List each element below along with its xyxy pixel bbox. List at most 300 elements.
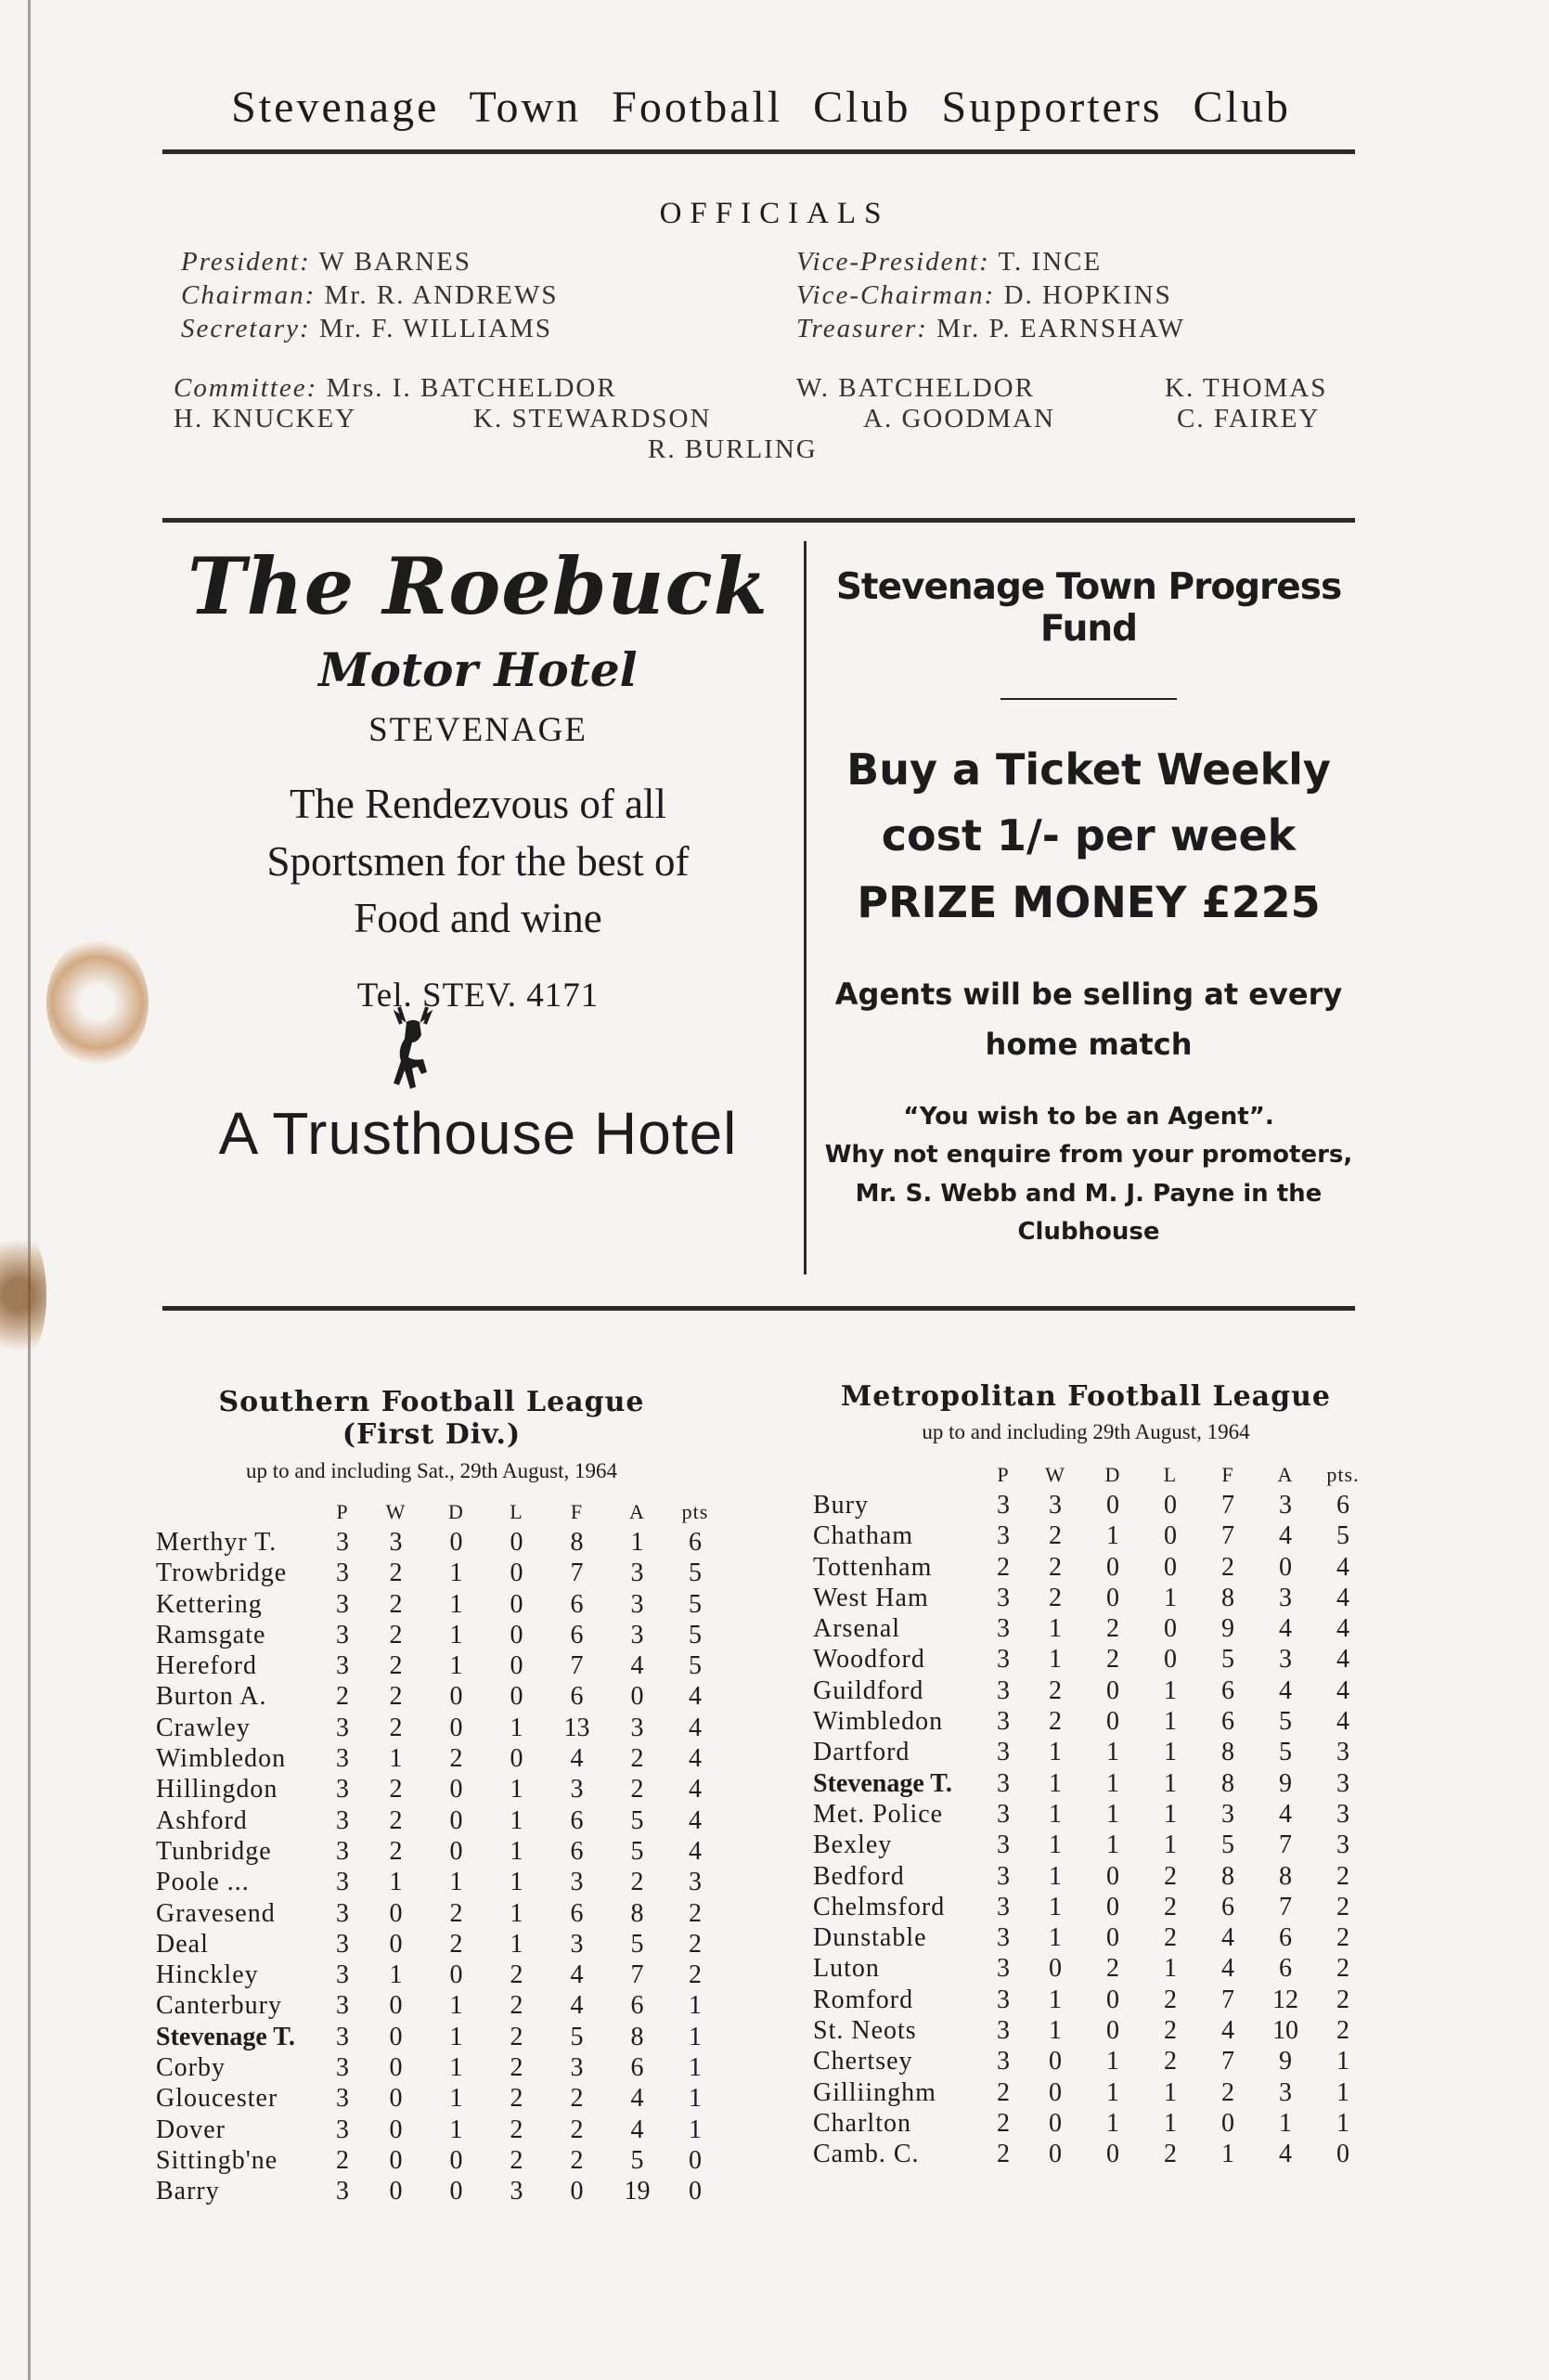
stat-cell: 3 [510, 2177, 523, 2206]
table-row [813, 2077, 1372, 2108]
stat-cell: 3 [1221, 1799, 1234, 1829]
team-name: Bedford [813, 1861, 905, 1891]
column-header: W [1045, 1462, 1065, 1486]
stat-cell: 2 [630, 1775, 644, 1804]
stat-cell: 6 [570, 1620, 584, 1649]
stat-cell: 1 [1049, 1861, 1062, 1891]
table-row [156, 2022, 723, 2052]
table-row [813, 1645, 1372, 1675]
stat-cell: 0 [1106, 1583, 1119, 1612]
stat-cell: 0 [510, 1744, 523, 1774]
stat-cell: 3 [1336, 1830, 1349, 1860]
team-name: Charlton [813, 2108, 911, 2138]
team-name: Chertsey [813, 2047, 913, 2076]
stat-cell: 1 [449, 1589, 463, 1619]
stat-cell: 1 [1164, 1583, 1177, 1612]
table-row [156, 1527, 723, 1558]
stat-cell: 3 [336, 2115, 349, 2144]
stat-cell: 6 [1336, 1490, 1349, 1520]
header-rule [162, 149, 1355, 154]
stat-cell: 2 [389, 1589, 403, 1619]
team-name: Gravesend [156, 1898, 276, 1928]
stat-cell: 0 [389, 1991, 403, 2021]
roebuck-advert [181, 540, 775, 1168]
table-header-row [813, 1459, 1372, 1490]
metropolitan-league-table [813, 1459, 1372, 2170]
metropolitan-league-title: Metropolitan Football League [841, 1380, 1331, 1413]
stat-cell: 0 [1164, 1521, 1177, 1551]
official-vice-president: Vice-President: T. INCE [796, 247, 1103, 277]
stat-cell: 4 [1336, 1614, 1349, 1644]
stat-cell: 2 [1049, 1521, 1062, 1551]
table-row [813, 1583, 1372, 1613]
stat-cell: 5 [1336, 1521, 1349, 1551]
stat-cell: 2 [1336, 2015, 1349, 2045]
stat-cell: 0 [449, 1527, 463, 1557]
stat-cell: 1 [449, 1991, 463, 2021]
stat-cell: 8 [570, 1527, 584, 1557]
stat-cell: 3 [997, 1985, 1010, 2014]
team-name: Burton A. [156, 1682, 267, 1712]
stat-cell: 0 [1164, 1552, 1177, 1582]
stat-cell: 1 [449, 1620, 463, 1649]
stat-cell: 3 [997, 1738, 1010, 1767]
stat-cell: 1 [510, 1929, 523, 1959]
stat-cell: 4 [1221, 1954, 1234, 1984]
stat-cell: 4 [570, 1991, 584, 2021]
stat-cell: 4 [689, 1805, 702, 1835]
stat-cell: 3 [1279, 1490, 1292, 1520]
stat-cell: 1 [1049, 1768, 1062, 1798]
stat-cell: 2 [510, 2022, 523, 2051]
stat-cell: 0 [1164, 1614, 1177, 1644]
stat-cell: 8 [1279, 1861, 1292, 1891]
stag-icon [381, 1002, 445, 1104]
stat-cell: 2 [389, 1805, 403, 1835]
stat-cell: 7 [1221, 1985, 1234, 2014]
stat-cell: 2 [689, 1898, 702, 1928]
stat-cell: 7 [1221, 1490, 1234, 1520]
team-name: Gloucester [156, 2084, 278, 2114]
progress-fund-advert [806, 566, 1372, 1252]
stat-cell: 3 [997, 2047, 1010, 2076]
stat-cell: 2 [336, 1682, 349, 1712]
stat-cell: 0 [389, 2177, 403, 2206]
stat-cell: 1 [1049, 1923, 1062, 1953]
officials-heading: OFFICIALS [659, 197, 890, 230]
stat-cell: 4 [689, 1682, 702, 1712]
stat-cell: 2 [570, 2115, 584, 2144]
stat-cell: 0 [1106, 1707, 1119, 1737]
fund-title: Stevenage Town Progress Fund [835, 566, 1342, 650]
stat-cell: 1 [1164, 2077, 1177, 2107]
stat-cell: 1 [1106, 1830, 1119, 1860]
stat-cell: 1 [1106, 1799, 1119, 1829]
team-name: Poole ... [156, 1868, 250, 1897]
team-name: West Ham [813, 1583, 929, 1612]
stat-cell: 2 [510, 2115, 523, 2144]
stat-cell: 1 [389, 1868, 403, 1897]
official-treasurer: Treasurer: Mr. P. EARNSHAW [796, 314, 1185, 343]
stat-cell: 0 [1049, 1954, 1062, 1984]
stat-cell: 0 [1106, 1892, 1119, 1921]
stat-cell: 2 [389, 1713, 403, 1742]
stat-cell: 2 [389, 1682, 403, 1712]
stat-cell: 3 [336, 1868, 349, 1897]
stat-cell: 0 [510, 1682, 523, 1712]
stat-cell: 0 [1106, 1985, 1119, 2014]
stat-cell: 2 [1164, 2047, 1177, 2076]
stat-cell: 5 [689, 1651, 702, 1681]
stat-cell: 2 [1221, 1552, 1234, 1582]
stat-cell: 3 [336, 2177, 349, 2206]
stat-cell: 3 [997, 1923, 1010, 1953]
team-name: Trowbridge [156, 1559, 288, 1588]
stat-cell: 3 [630, 1559, 644, 1588]
stat-cell: 3 [336, 1775, 349, 1804]
stat-cell: 12 [1272, 1985, 1298, 2014]
stat-cell: 3 [336, 1991, 349, 2021]
stat-cell: 0 [510, 1559, 523, 1588]
stat-cell: 3 [336, 1527, 349, 1557]
stat-cell: 3 [336, 2022, 349, 2051]
stat-cell: 1 [510, 1713, 523, 1742]
stat-cell: 1 [389, 1744, 403, 1774]
stat-cell: 0 [689, 2145, 702, 2175]
column-header [813, 1459, 980, 1490]
stat-cell: 3 [336, 1620, 349, 1649]
stat-cell: 1 [1164, 1768, 1177, 1798]
stat-cell: 0 [510, 1651, 523, 1681]
stat-cell: 3 [570, 1775, 584, 1804]
table-row [813, 1830, 1372, 1861]
stat-cell: 2 [389, 1651, 403, 1681]
stat-cell: 4 [1336, 1675, 1349, 1705]
table-row [813, 1706, 1372, 1737]
stat-cell: 7 [630, 1960, 644, 1990]
stat-cell: 2 [1336, 1954, 1349, 1984]
stat-cell: 3 [336, 2052, 349, 2082]
stat-cell: 0 [389, 1929, 403, 1959]
stat-cell: 2 [1049, 1675, 1062, 1705]
stat-cell: 4 [630, 2084, 644, 2114]
roebuck-town: STEVENAGE [368, 711, 587, 749]
stat-cell: 5 [689, 1559, 702, 1588]
stat-cell: 1 [1164, 1675, 1177, 1705]
committee-member: K. STEWARDSON [473, 404, 712, 433]
table-row [156, 1650, 723, 1681]
stat-cell: 1 [1164, 1738, 1177, 1767]
stat-cell: 2 [1164, 2140, 1177, 2169]
stat-cell: 1 [1049, 1985, 1062, 2014]
stat-cell: 3 [1279, 2077, 1292, 2107]
stat-cell: 2 [510, 2084, 523, 2114]
committee-member: A. GOODMAN [863, 404, 1055, 433]
stat-cell: 0 [1279, 1552, 1292, 1582]
stat-cell: 4 [570, 1744, 584, 1774]
table-row [813, 1738, 1372, 1768]
stat-cell: 1 [1164, 1707, 1177, 1737]
stat-cell: 3 [997, 1490, 1010, 1520]
stat-cell: 3 [1336, 1799, 1349, 1829]
table-row [156, 2084, 723, 2115]
stat-cell: 2 [630, 1868, 644, 1897]
table-row [813, 1922, 1372, 1953]
stat-cell: 4 [689, 1836, 702, 1866]
stat-cell: 3 [997, 1768, 1010, 1798]
page-title: Stevenage Town Football Club Supporters Club [231, 83, 1291, 132]
paper-stain [0, 1225, 46, 1365]
stat-cell: 7 [1279, 1892, 1292, 1921]
team-name: Kettering [156, 1589, 263, 1619]
stat-cell: 0 [389, 1898, 403, 1928]
table-row [156, 1559, 723, 1589]
stat-cell: 1 [630, 1527, 644, 1557]
stat-cell: 3 [630, 1620, 644, 1649]
stat-cell: 9 [1221, 1614, 1234, 1644]
team-name: Tottenham [813, 1552, 933, 1582]
table-row [156, 1836, 723, 1867]
stat-cell: 1 [1049, 2015, 1062, 2045]
stat-cell: 2 [997, 1552, 1010, 1582]
stat-cell: 1 [1106, 1521, 1119, 1551]
table-row [813, 1613, 1372, 1644]
team-name: Camb. C. [813, 2140, 920, 2169]
table-row [813, 1799, 1372, 1830]
stat-cell: 1 [449, 2022, 463, 2051]
team-name: Luton [813, 1954, 880, 1984]
stat-cell: 0 [1106, 1490, 1119, 1520]
stat-cell: 0 [389, 2084, 403, 2114]
stat-cell: 0 [389, 2145, 403, 2175]
table-row [156, 1960, 723, 1990]
stat-cell: 1 [1106, 1738, 1119, 1767]
stat-cell: 3 [570, 2052, 584, 2082]
table-row [156, 1713, 723, 1743]
southern-league-note: up to and including Sat., 29th August, 1964 [246, 1459, 617, 1482]
stat-cell: 3 [997, 2015, 1010, 2045]
stat-cell: 0 [1106, 1675, 1119, 1705]
stat-cell: 3 [630, 1713, 644, 1742]
stat-cell: 9 [1279, 1768, 1292, 1798]
stat-cell: 7 [570, 1559, 584, 1588]
stat-cell: 3 [997, 1645, 1010, 1675]
column-header: P [997, 1462, 1010, 1486]
stat-cell: 1 [1106, 2047, 1119, 2076]
table-row [156, 2052, 723, 2083]
stat-cell: 13 [563, 1713, 590, 1742]
stat-cell: 4 [1336, 1707, 1349, 1737]
stat-cell: 3 [630, 1589, 644, 1619]
stat-cell: 1 [449, 2052, 463, 2082]
stat-cell: 2 [1049, 1583, 1062, 1612]
stat-cell: 6 [1279, 1954, 1292, 1984]
stat-cell: 0 [449, 1682, 463, 1712]
stat-cell: 2 [630, 1744, 644, 1774]
stat-cell: 4 [570, 1960, 584, 1990]
stat-cell: 4 [689, 1775, 702, 1804]
stat-cell: 2 [997, 2140, 1010, 2169]
stat-cell: 6 [570, 1682, 584, 1712]
stat-cell: 2 [1336, 1985, 1349, 2014]
stat-cell: 1 [1336, 2047, 1349, 2076]
stat-cell: 1 [510, 1805, 523, 1835]
team-name: Canterbury [156, 1991, 282, 2021]
team-name: Gilliinghm [813, 2077, 936, 2107]
stat-cell: 6 [1221, 1892, 1234, 1921]
stat-cell: 4 [689, 1744, 702, 1774]
team-name: Bexley [813, 1830, 893, 1860]
column-header: W [385, 1499, 407, 1523]
stat-cell: 0 [570, 2177, 584, 2206]
committee-line-1: Committee: Mrs. I. BATCHELDOR [174, 373, 617, 403]
stat-cell: 0 [449, 2145, 463, 2175]
table-row [813, 1521, 1372, 1552]
metropolitan-league-note: up to and including 29th August, 1964 [922, 1420, 1250, 1443]
table-row [813, 2015, 1372, 2046]
stat-cell: 3 [997, 1954, 1010, 1984]
column-header: A [629, 1499, 645, 1523]
stat-cell: 0 [449, 1960, 463, 1990]
stat-cell: 2 [510, 1991, 523, 2021]
stat-cell: 1 [1049, 1738, 1062, 1767]
team-name: Barry [156, 2177, 220, 2206]
stat-cell: 1 [689, 2115, 702, 2144]
stat-cell: 1 [389, 1960, 403, 1990]
committee-member: H. KNUCKEY [174, 404, 357, 433]
stat-cell: 19 [624, 2177, 651, 2206]
stat-cell: 4 [1279, 1614, 1292, 1644]
stat-cell: 4 [1221, 2015, 1234, 2045]
stat-cell: 5 [630, 1805, 644, 1835]
stat-cell: 8 [1221, 1861, 1234, 1891]
stat-cell: 2 [1164, 1861, 1177, 1891]
team-name: Arsenal [813, 1614, 901, 1644]
table-row [813, 1892, 1372, 1922]
table-row [156, 2177, 723, 2207]
stat-cell: 2 [1164, 1923, 1177, 1953]
stat-cell: 0 [449, 1775, 463, 1804]
stat-cell: 2 [389, 1559, 403, 1588]
stat-cell: 1 [510, 1836, 523, 1866]
page-spine [28, 0, 31, 2380]
stat-cell: 7 [1221, 2047, 1234, 2076]
team-name: Ashford [156, 1805, 248, 1835]
team-name: Crawley [156, 1713, 251, 1742]
stat-cell: 4 [1279, 2140, 1292, 2169]
team-name: Dartford [813, 1738, 910, 1767]
stat-cell: 0 [1106, 1552, 1119, 1582]
stat-cell: 1 [689, 1991, 702, 2021]
official-president: President: W BARNES [181, 247, 471, 277]
stat-cell: 1 [1164, 2108, 1177, 2138]
team-name: Dover [156, 2115, 226, 2144]
stat-cell: 5 [570, 2022, 584, 2051]
stat-cell: 2 [997, 2108, 1010, 2138]
stat-cell: 5 [1279, 1738, 1292, 1767]
stat-cell: 1 [1164, 1799, 1177, 1829]
table-row [156, 2145, 723, 2176]
stat-cell: 1 [1336, 2077, 1349, 2107]
stat-cell: 7 [1279, 1830, 1292, 1860]
stat-cell: 1 [449, 2115, 463, 2144]
official-vice-chairman: Vice-Chairman: D. HOPKINS [796, 280, 1172, 310]
stat-cell: 1 [449, 1868, 463, 1897]
stat-cell: 5 [630, 1929, 644, 1959]
official-chairman: Chairman: Mr. R. ANDREWS [181, 280, 559, 310]
stat-cell: 3 [1336, 1768, 1349, 1798]
section-rule [162, 1306, 1355, 1311]
stat-cell: 0 [1106, 2140, 1119, 2169]
team-name: Ramsgate [156, 1620, 266, 1649]
table-row [813, 1954, 1372, 1985]
column-header: pts. [1326, 1462, 1360, 1486]
stat-cell: 4 [1279, 1799, 1292, 1829]
stat-cell: 6 [570, 1898, 584, 1928]
stat-cell: 3 [997, 1614, 1010, 1644]
roebuck-subtitle: Motor Hotel [318, 642, 638, 697]
stat-cell: 6 [1279, 1923, 1292, 1953]
stat-cell: 6 [689, 1527, 702, 1557]
stat-cell: 0 [1049, 2077, 1062, 2107]
committee-member: W. BATCHELDOR [796, 373, 1035, 403]
trusthouse-logo: A Trusthouse Hotel [181, 1099, 775, 1168]
stat-cell: 3 [336, 1589, 349, 1619]
column-header: P [336, 1499, 349, 1523]
stat-cell: 1 [1049, 1645, 1062, 1675]
stat-cell: 7 [1221, 1521, 1234, 1551]
stat-cell: 1 [1049, 1799, 1062, 1829]
stat-cell: 3 [997, 1707, 1010, 1737]
stat-cell: 5 [630, 2145, 644, 2175]
stat-cell: 1 [1221, 2140, 1234, 2169]
table-row [156, 1743, 723, 1774]
stat-cell: 1 [1164, 1954, 1177, 1984]
stat-cell: 3 [1336, 1738, 1349, 1767]
column-header: D [1104, 1462, 1121, 1486]
southern-league-table [156, 1496, 723, 2207]
stat-cell: 1 [689, 2084, 702, 2114]
committee-member: K. THOMAS [1165, 373, 1328, 403]
stat-cell: 1 [1049, 1830, 1062, 1860]
stat-cell: 7 [570, 1651, 584, 1681]
stat-cell: 3 [570, 1868, 584, 1897]
stat-cell: 2 [1106, 1954, 1119, 1984]
section-rule [162, 518, 1355, 523]
table-row [813, 2047, 1372, 2077]
table-row [813, 2108, 1372, 2139]
table-row [156, 2115, 723, 2145]
stat-cell: 1 [510, 1898, 523, 1928]
stat-cell: 0 [1049, 2140, 1062, 2169]
team-name: Hinckley [156, 1960, 259, 1990]
stat-cell: 1 [449, 1559, 463, 1588]
table-row [813, 1490, 1372, 1520]
stat-cell: 3 [997, 1521, 1010, 1551]
stat-cell: 2 [1336, 1923, 1349, 1953]
stat-cell: 0 [1106, 1923, 1119, 1953]
table-row [813, 1768, 1372, 1799]
column-header: L [1163, 1462, 1178, 1486]
team-name: Deal [156, 1929, 209, 1959]
stat-cell: 2 [570, 2145, 584, 2175]
stat-cell: 2 [336, 2145, 349, 2175]
team-name: Stevenage T. [156, 2022, 295, 2051]
stat-cell: 6 [570, 1805, 584, 1835]
stat-cell: 0 [1164, 1645, 1177, 1675]
team-name: Hillingdon [156, 1775, 278, 1804]
paper-stain [46, 938, 148, 1067]
